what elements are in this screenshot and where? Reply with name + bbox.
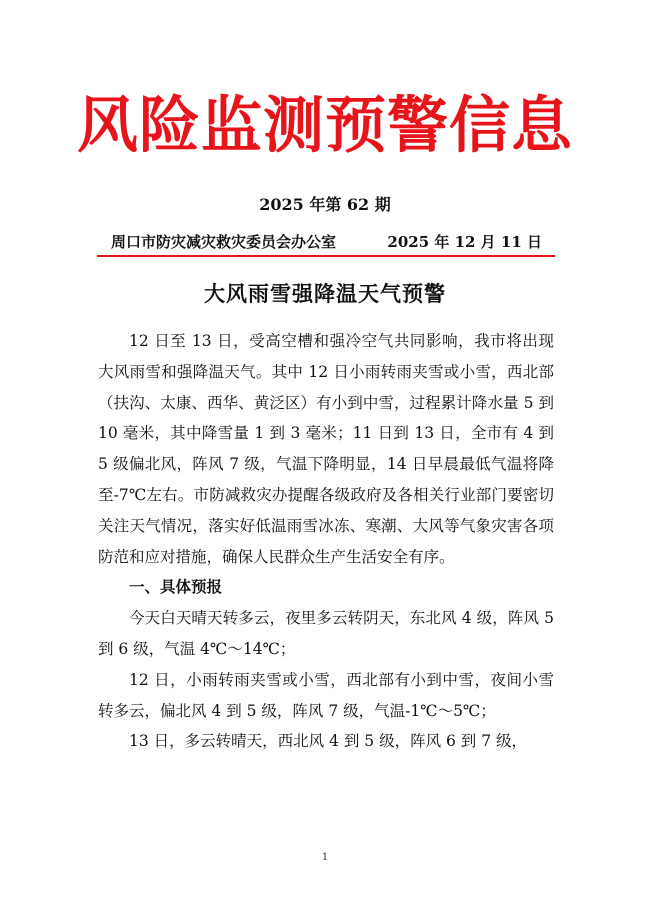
document-body — [98, 326, 554, 757]
issue-number: 2025 年第 62 期 — [259, 195, 391, 214]
issuer-name: 周口市防灾减灾救灾委员会办公室 — [111, 233, 337, 251]
section-heading: 一、具体预报 — [129, 578, 223, 597]
forecast-paragraph-12th: 12 日，小雨转雨夹雪或小雪，西北部有小到中雪，夜间小雪转多云，偏北风 4 到 5 级，阵风 7 级，气温-1℃～5℃； — [98, 670, 554, 720]
issuer-row — [103, 231, 550, 253]
intro-paragraph: 12 日至 13 日，受高空槽和强冷空气共同影响，我市将出现大风雨雪和强降温天气。其中 12 日小雨转雨夹雪或小雪，西北部（扶沟、太康、西华、黄泛区）有小到中雪，过程累计降水量 5 到 10 毫米，其中降雪量 1 到 3 毫米；11 日到 13 日，全市有 4 到 5 级偏北风，阵风 7 级，气温下降明显，14 日早晨最低气温将降至-7℃左右。市防减救灾办提醒各级政府及各相关行业部门要密切关注天气情况，落实好低温雨雪冰冻、寒潮、大风等气象灾害各项防范和应对措施，确保人民群众生产生活安全有序。 — [98, 332, 554, 566]
forecast-paragraph-13th: 13 日，多云转晴天，西北风 4 到 5 级，阵风 6 到 7 级， — [129, 732, 528, 751]
issue-date: 2025 年 12 月 11 日 — [387, 233, 542, 251]
masthead-title: 风险监测预警信息 — [76, 90, 573, 161]
document-title: 大风雨雪强降温天气预警 — [204, 281, 446, 306]
forecast-paragraph-today: 今天白天晴天转多云，夜里多云转阴天，东北风 4 级，阵风 5 到 6 级，气温 4℃～14℃； — [98, 609, 554, 658]
red-divider-line — [97, 255, 555, 257]
page-number: 1 — [321, 852, 329, 863]
